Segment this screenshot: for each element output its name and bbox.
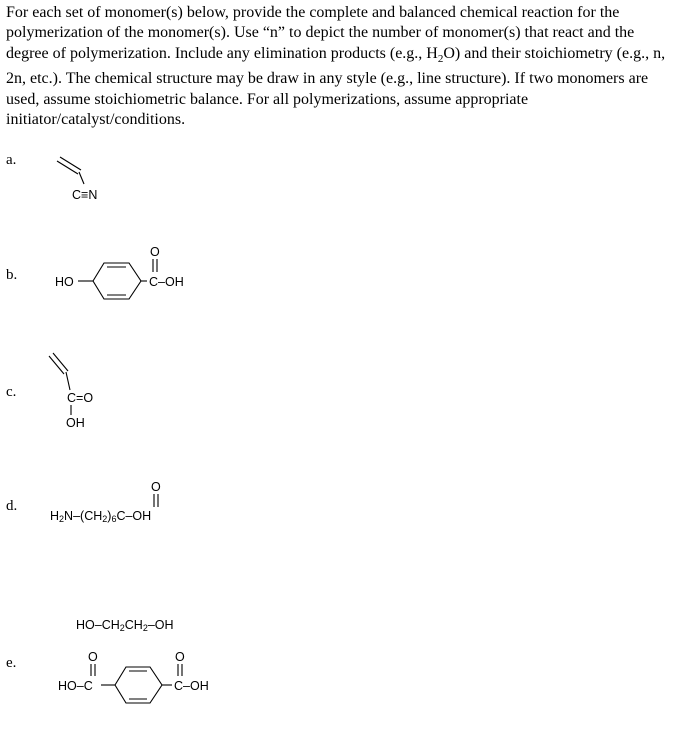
structure-d-carbonyl bbox=[151, 480, 161, 507]
benzene-ring bbox=[115, 667, 162, 703]
vinyl-double-bond-a bbox=[49, 356, 64, 374]
structure-a-acrylonitrile bbox=[57, 157, 97, 202]
structure-e-ethylene-glycol bbox=[76, 618, 174, 632]
instructions-subscript: 2 bbox=[437, 53, 444, 65]
glycol-subscript2: 2 bbox=[142, 623, 148, 633]
item-label-a: a. bbox=[6, 152, 17, 168]
item-label-b: b. bbox=[6, 267, 18, 283]
carboxylic-acid-group: C–OH bbox=[149, 275, 184, 289]
vinyl-to-carbonyl-bond bbox=[66, 372, 70, 390]
structure-c-acrylic-acid bbox=[49, 353, 93, 430]
carbonyl-group: C=O bbox=[67, 391, 94, 405]
structure-e-terephthalic-acid bbox=[58, 650, 209, 703]
amine-methylene: N–(CH bbox=[64, 509, 103, 523]
hydroxy-group: HO bbox=[55, 275, 74, 289]
instructions-text-part1: For each set of monomer(s) below, provide the complete and balanced chemical reaction for the polymerization of the monomer(s). Use “n” to depict the number of monomer(s) that react and the degree of polymerization. Include any elimination products (e.g., H bbox=[6, 4, 635, 62]
vinyl-double-bond-b bbox=[60, 157, 81, 170]
left-acid-group: HO–C bbox=[58, 679, 93, 693]
right-carbonyl-oxygen: O bbox=[175, 650, 185, 664]
glycol-part2: CH bbox=[124, 618, 143, 632]
left-carbonyl-oxygen: O bbox=[88, 650, 98, 664]
glycol-part3: –OH bbox=[147, 618, 174, 632]
carbonyl-oxygen: O bbox=[151, 480, 161, 494]
structure-b-hydroxybenzoic-acid bbox=[55, 245, 184, 299]
close-paren: ) bbox=[107, 509, 112, 523]
carboxylic-acid-group: C–OH bbox=[116, 509, 152, 523]
item-label-c: c. bbox=[6, 384, 17, 400]
vinyl-double-bond-b bbox=[53, 353, 68, 371]
methylene-subscript: 2 bbox=[102, 514, 108, 524]
right-acid-group: C–OH bbox=[174, 679, 209, 693]
benzene-ring bbox=[93, 263, 141, 299]
structure-d-formula bbox=[50, 509, 151, 523]
instructions-text-part2: O) and their stoichiometry (e.g., n, 2n, etc.). The chemical structure may be draw in any style (e.g., line structure). If two monomers are used, assume stoichiometric balance. For all polymerizations, assume appropriate initiator/catalyst/conditions. bbox=[6, 44, 666, 129]
amine-h: H bbox=[50, 509, 60, 523]
vinyl-double-bond-a bbox=[57, 161, 78, 174]
vinyl-to-nitrile-bond bbox=[79, 172, 84, 184]
item-label-d: d. bbox=[6, 498, 18, 514]
glycol-part1: HO–CH bbox=[76, 618, 120, 632]
nitrile-group: C≡N bbox=[72, 188, 98, 202]
hydroxyl-group: OH bbox=[66, 416, 85, 430]
carbonyl-oxygen: O bbox=[150, 245, 160, 259]
glycol-subscript1: 2 bbox=[119, 623, 125, 633]
repeat-subscript: 6 bbox=[111, 514, 117, 524]
item-label-e: e. bbox=[6, 655, 17, 671]
amine-subscript: 2 bbox=[59, 514, 65, 524]
